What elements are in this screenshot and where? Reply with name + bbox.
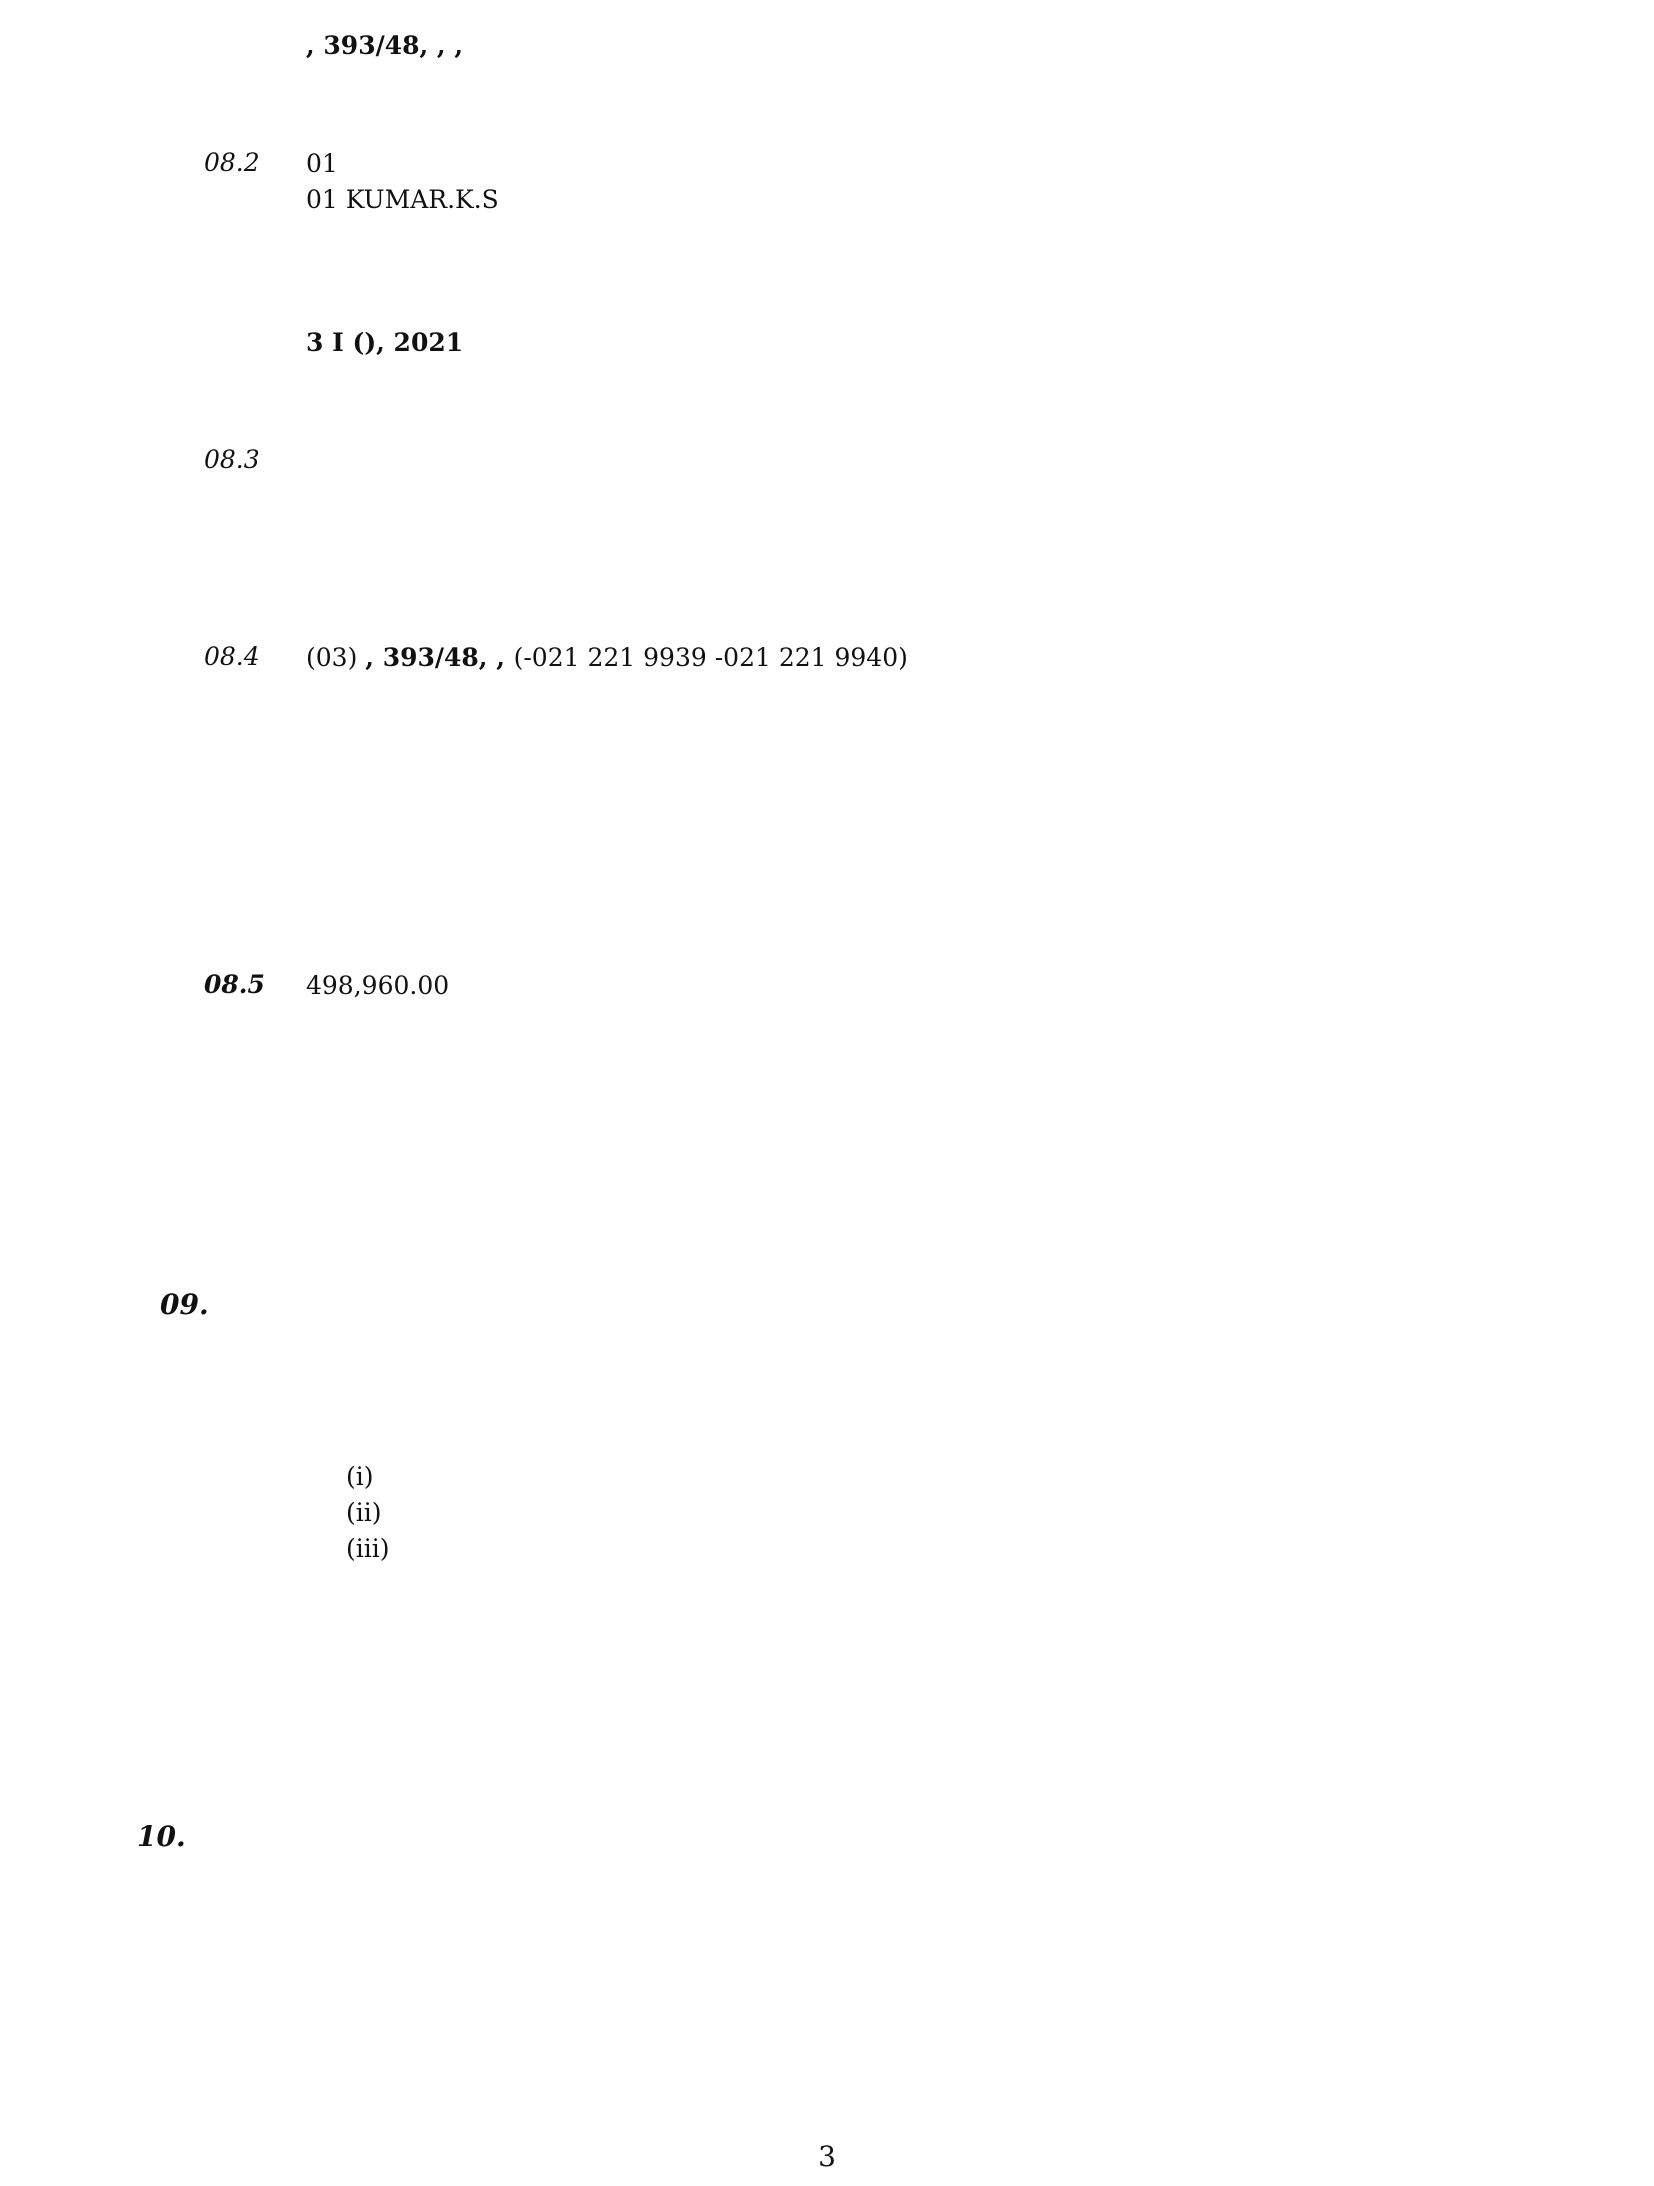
section-09-heading: [160, 1288, 227, 1321]
intro-address: , 393/48, , ,: [306, 31, 464, 60]
section-10-heading: [137, 1820, 196, 1853]
id-list-number: (ii): [346, 1498, 382, 1527]
clause-number-08-2: 08.2: [204, 148, 260, 177]
id-list-number: (iii): [346, 1534, 390, 1563]
section-09-number: 09.: [160, 1288, 209, 1321]
clause-08-4-fax: -021 221 9940): [714, 643, 908, 672]
clause-08-5: [306, 968, 1501, 1004]
clause-number-08-3: 08.3: [204, 445, 260, 474]
clause-08-5-text: 498,960.00: [306, 971, 450, 1000]
clause-08-4-address: , 393/48, ,: [365, 643, 514, 672]
id-list-item: [346, 1462, 424, 1491]
clause-08-2-example: [306, 182, 1501, 218]
clause-08-4-text: (03): [306, 643, 358, 672]
id-list-item: [346, 1498, 424, 1527]
id-list-number: (i): [346, 1462, 374, 1491]
clause-08-2-envelope-note: 3 I (), 2021: [306, 328, 464, 357]
example-name: KUMAR.K.S: [345, 185, 499, 214]
clause-number-08-5: 08.5: [204, 970, 265, 999]
intro-paragraph: [306, 28, 1501, 64]
clause-number-08-4: 08.4: [204, 642, 260, 671]
section-10-number: 10.: [137, 1820, 186, 1853]
clause-08-4-phone: (-021 221 9939: [513, 643, 707, 672]
id-list-item: [346, 1534, 424, 1563]
clause-08-2: [306, 146, 1501, 218]
clause-08-4: [306, 640, 1501, 676]
clause-08-2-text: 01: [306, 149, 338, 178]
page-number: 3: [818, 2140, 836, 2173]
example-code: 01: [306, 185, 338, 214]
